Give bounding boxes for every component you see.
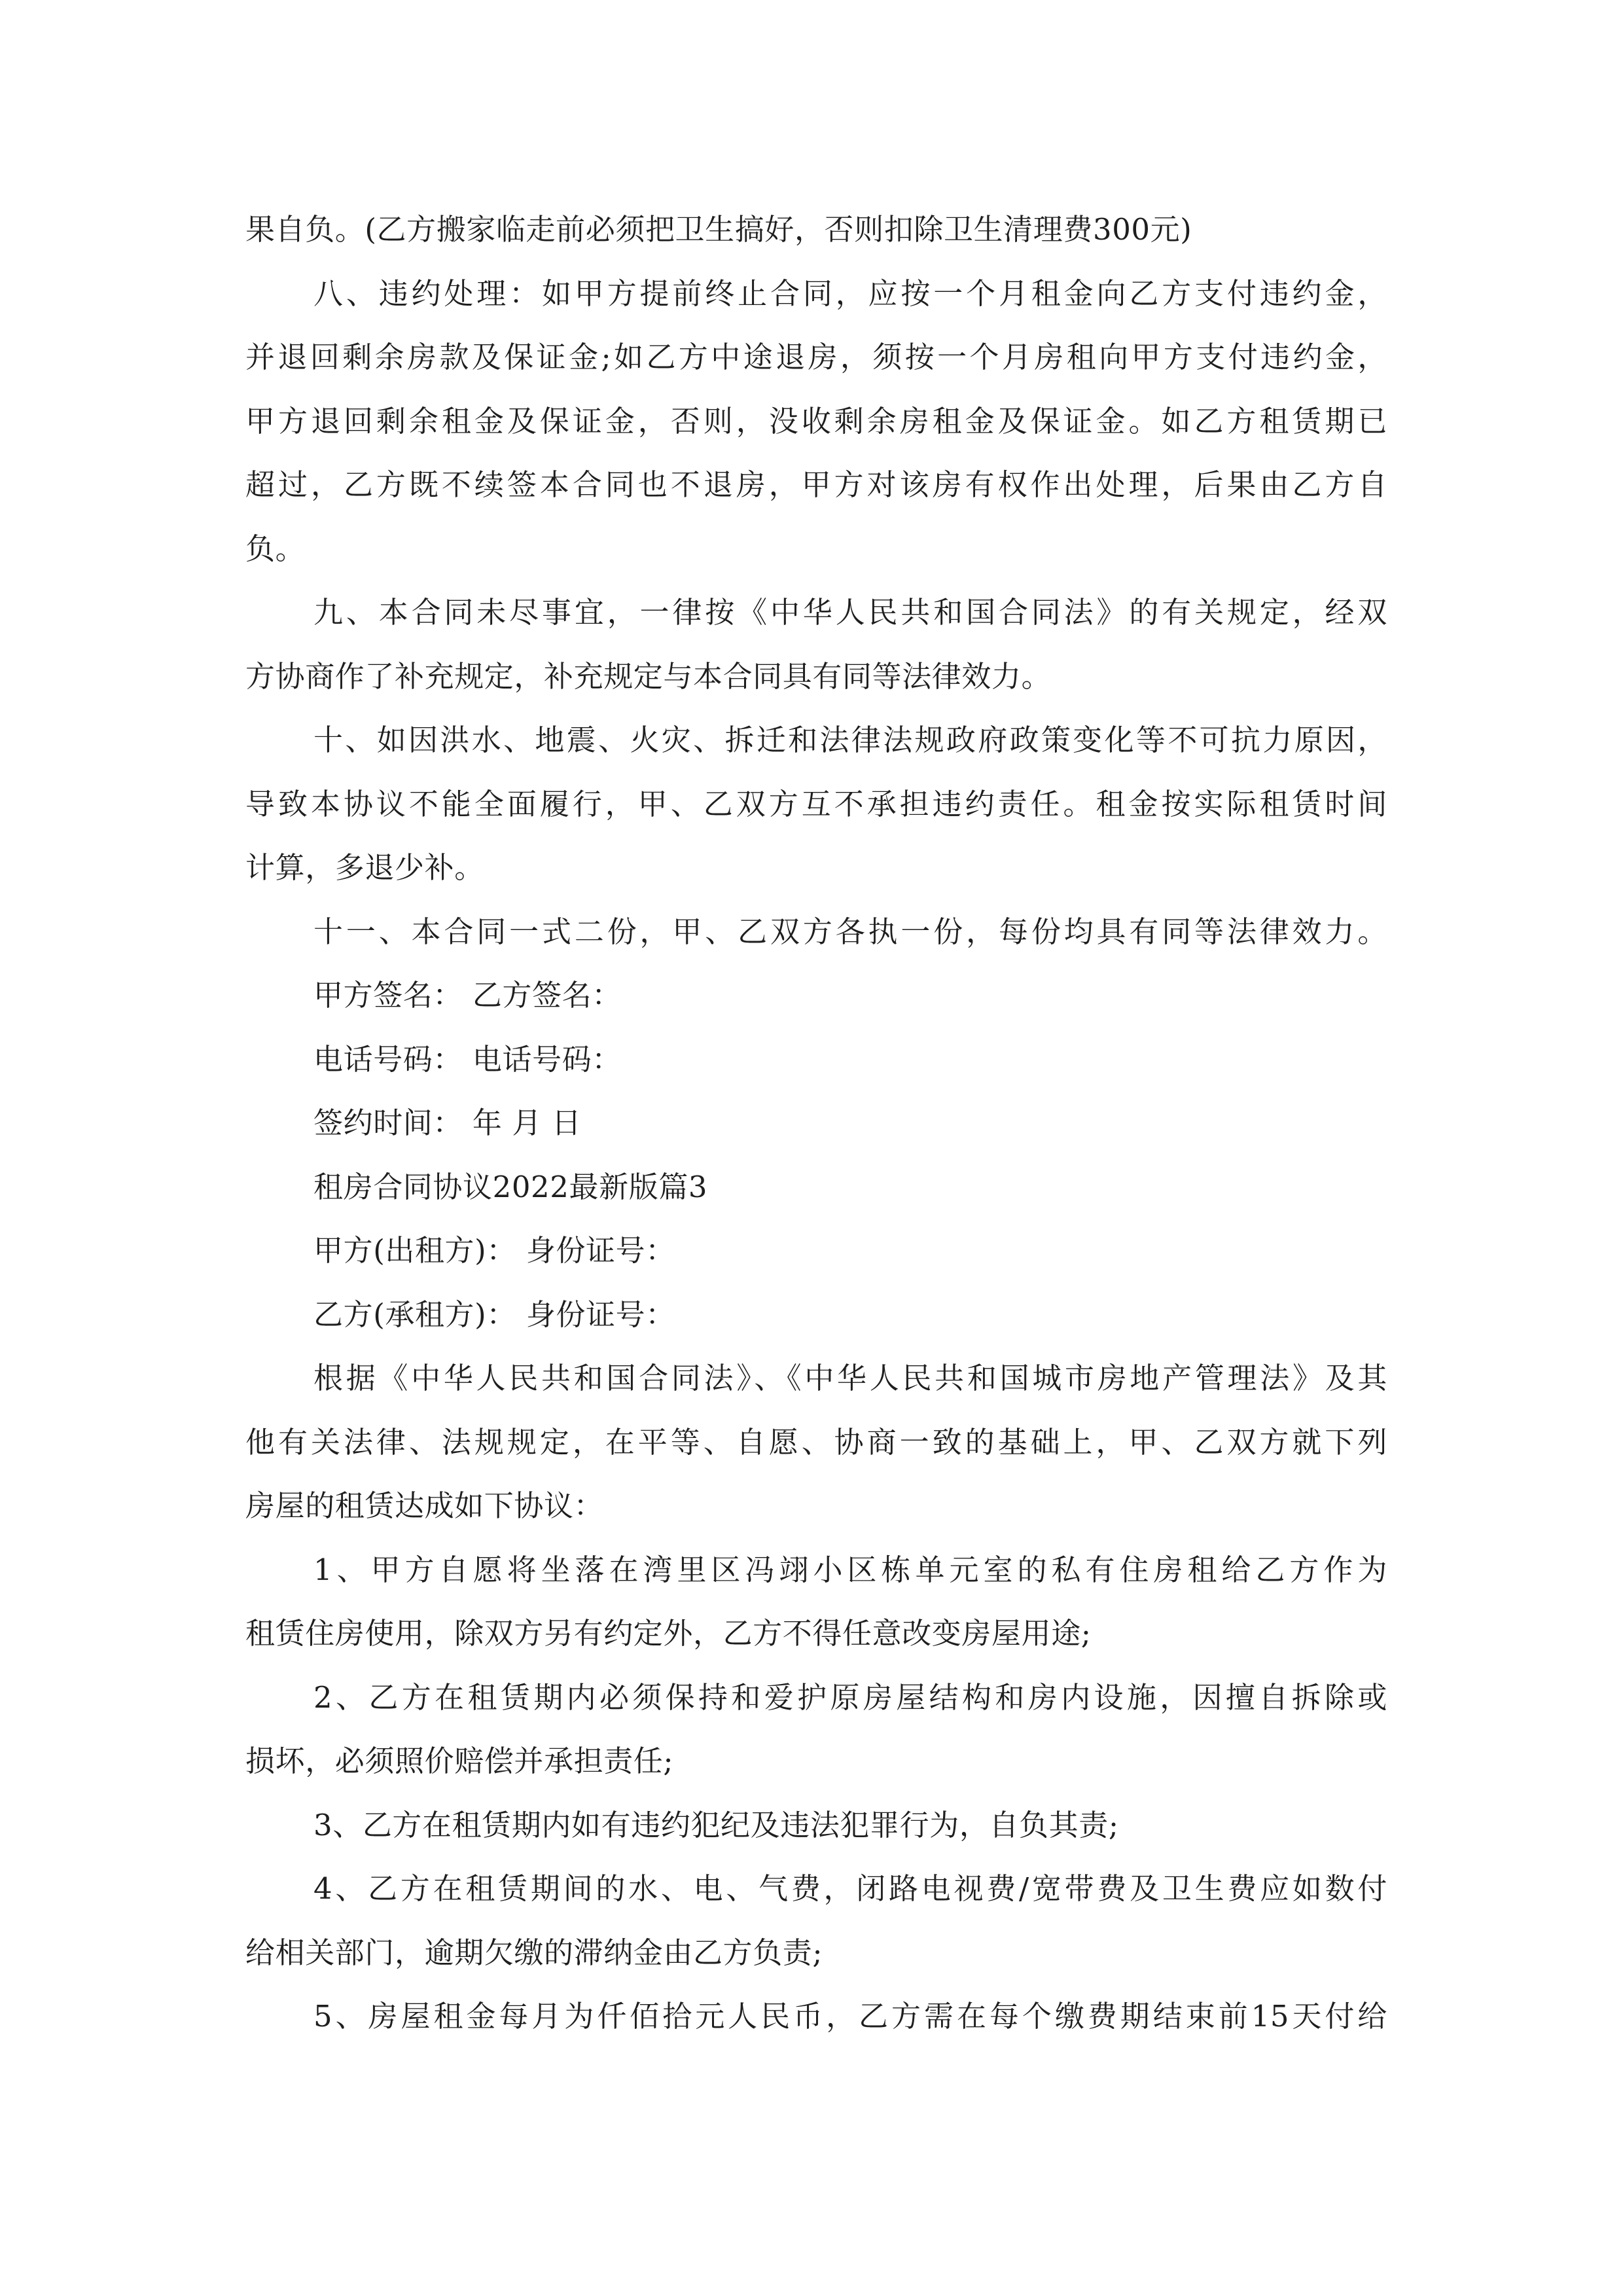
text-line: 3、乙方在租赁期内如有违约犯纪及违法犯罪行为，自负其责; — [313, 1807, 1119, 1842]
text-line: 甲方签名： 乙方签名： — [313, 978, 622, 1013]
text-line: 甲方退回剩余租金及保证金，否则，没收剩余房租金及保证金。如乙方租赁期已 — [245, 403, 1387, 439]
text-line: 十、如因洪水、地震、火灾、拆迁和法律法规政府政策变化等不可抗力原因， — [313, 723, 1387, 757]
text-line: 导致本协议不能全面履行，甲、乙双方互不承担违约责任。租金按实际租赁时间 — [245, 786, 1387, 821]
text-line: 负。 — [245, 531, 306, 566]
text-line: 计算，多退少补。 — [245, 850, 484, 885]
text-line: 乙方(承租方)： 身份证号： — [313, 1297, 675, 1332]
text-line: 租房合同协议2022最新版篇3 — [313, 1169, 708, 1204]
text-line: 超过，乙方既不续签本合同也不退房，甲方对该房有权作出处理，后果由乙方自 — [245, 467, 1387, 502]
text-line: 电话号码： 电话号码： — [313, 1041, 622, 1077]
text-line: 根据《中华人民共和国合同法》、《中华人民共和国城市房地产管理法》及其 — [313, 1361, 1387, 1395]
text-line: 2、乙方在租赁期内必须保持和爱护原房屋结构和房内设施，因擅自拆除或 — [313, 1679, 1387, 1715]
document-body — [245, 198, 1387, 2049]
text-line: 给相关部门，逾期欠缴的滞纳金由乙方负责; — [245, 1935, 823, 1970]
text-line: 果自负。(乙方搬家临走前必须把卫生搞好，否则扣除卫生清理费300元) — [245, 212, 1192, 247]
text-line: 八、违约处理：如甲方提前终止合同，应按一个月租金向乙方支付违约金， — [313, 276, 1387, 311]
text-line: 他有关法律、法规规定，在平等、自愿、协商一致的基础上，甲、乙双方就下列 — [245, 1424, 1387, 1460]
text-line: 十一、本合同一式二份，甲、乙双方各执一份，每份均具有同等法律效力。 — [313, 914, 1387, 949]
text-line: 5、房屋租金每月为仟佰拾元人民币，乙方需在每个缴费期结束前15天付给 — [313, 1999, 1387, 2034]
text-line: 方协商作了补充规定，补充规定与本合同具有同等法律效力。 — [245, 658, 1052, 694]
text-line: 4、乙方在租赁期间的水、电、气费，闭路电视费/宽带费及卫生费应如数付 — [313, 1871, 1387, 1906]
text-line: 1、甲方自愿将坐落在湾里区冯翊小区栋单元室的私有住房租给乙方作为 — [313, 1552, 1387, 1587]
text-line: 租赁住房使用，除双方另有约定外，乙方不得任意改变房屋用途; — [245, 1616, 1092, 1651]
text-line: 损坏，必须照价赔偿并承担责任; — [245, 1744, 674, 1778]
text-line: 签约时间： 年 月 日 — [313, 1105, 582, 1140]
text-line: 九、本合同未尽事宜，一律按《中华人民共和国合同法》的有关规定，经双 — [313, 595, 1387, 630]
text-line: 房屋的租赁达成如下协议： — [245, 1488, 604, 1523]
text-line: 并退回剩余房款及保证金;如乙方中途退房，须按一个月房租向甲方支付违约金， — [245, 340, 1387, 374]
text-line: 甲方(出租方)： 身份证号： — [313, 1233, 675, 1268]
